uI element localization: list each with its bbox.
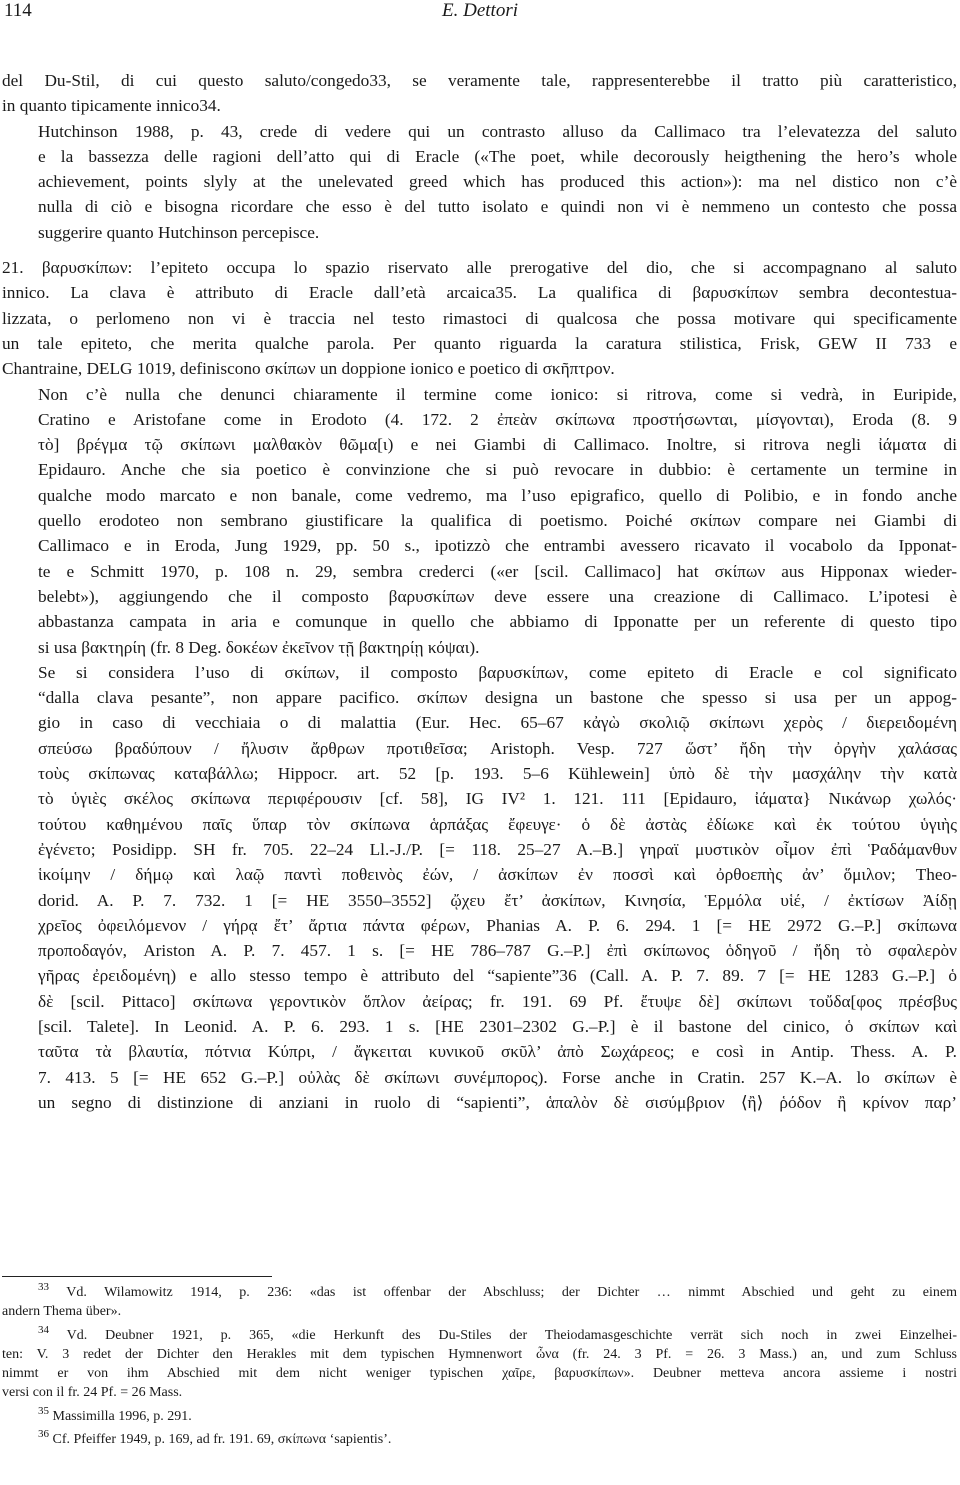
- running-header: [0, 0, 960, 24]
- text-line: χρεῖος ὀφειλόμενον / γήρᾳ ἔτ’ ἄρτια πάντα φέρων, Phanias A. P. 6. 294. 1 [= HE 2972 G.–P.] σκίπωνα: [38, 915, 957, 935]
- footnote-marker: 34: [38, 1323, 49, 1336]
- footnote-line: andern Thema über».: [2, 1304, 122, 1320]
- paragraph-skipon: [2, 660, 957, 1115]
- text-line: Cratino e Aristofane come in Erodoto (4. 172. 2 ἐπεὰν σκίπωνα προστήσωνται, μίσγονται), Eroda (8. 9: [38, 409, 957, 429]
- text-line: qualche modo marcato e non banale, come vedremo, ma l’uso epigrafico, quello di Polibio, e in fondo anche: [38, 485, 957, 505]
- running-head-author: E. Dettori: [442, 0, 518, 21]
- footnote-text: Cf. Pfeiffer 1949, p. 169, ad fr. 191. 69, σκίπωνα ‘sapientis’.: [52, 1432, 392, 1448]
- footnote-marker: 35: [38, 1404, 49, 1417]
- text-line: ἐγένετο; Posidipp. SH fr. 705. 22–24 Ll.-J./P. [= 118. 25–27 A.–B.] γηραϊ μυστικὸν οἶμον ἐπὶ Ῥαδάμανθυν: [38, 839, 957, 859]
- text-line: τὸ ὑγιὲς σκέλος σκίπωνα περιφέρουσιν [cf. 58], IG IV² 1. 121. 111 [Epidauro, ἰάματα} Νικάνωρ χωλός·: [38, 789, 957, 809]
- text-line: τὸ] βρέγμα τῷ σκίπωνι μαλθακὸν θῶμα[ι) e nei Giambi di Callimaco. Inoltre, si ritrova negli ἰάματα di: [38, 435, 957, 455]
- text-line: δὲ [scil. Pittaco] σκίπωνα γεροντικὸν ὅπλον ἀείρας; fr. 191. 69 Pf. ἔτυψε δὲ] σκίπωνι τοὔδα[φος πρέσβυς: [38, 991, 957, 1011]
- text-line: Chantraine, DELG 1019, definiscono σκίπων un doppione ionico e poetico di σκῆπτρον.: [2, 359, 615, 379]
- footnote-33: [2, 1283, 957, 1322]
- text-line: Epidauro. Anche che sia poetico è convinzione che si può revocare in dubbio: è certamente un termine in: [38, 460, 957, 480]
- text-line: in quanto tipicamente innico34.: [2, 96, 221, 116]
- footnote-34: [2, 1323, 957, 1403]
- footnote-marker: 36: [38, 1428, 49, 1441]
- text-line: Se si considera l’uso di σκίπων, il composto βαρυσκίπων, come epiteto di Eracle e col significato: [38, 662, 957, 682]
- paragraph-ionic: [2, 382, 957, 660]
- page-number: 114: [4, 0, 32, 21]
- text-line: 21. βαρυσκίπων: l’epiteto occupa lo spazio riservato alle prerogative del dio, che si accompagnano al saluto: [2, 258, 957, 278]
- footnote-line: versi con il fr. 24 Pf. = 26 Mass.: [2, 1385, 183, 1401]
- footnote-marker: 33: [38, 1281, 49, 1293]
- text-line: τοὺς σκίπωνας καταβάλλω; Hippocr. art. 52 [p. 193. 5–6 Kühlewein] ὑπὸ δὲ τὴν μασχάλην τὴν κατὰ: [38, 764, 957, 784]
- text-line: innico. La clava è attributo di Eracle dall’età arcaica35. La qualifica di βαρυσκίπων sembra decontestua-: [2, 283, 957, 303]
- footnote-line: [2, 1323, 957, 1345]
- footnote-text: Vd. Deubner 1921, p. 365, «die Herkunft des Du-Stiles der Theiodamasgeschichte verrät sich noch in zwei Einzelhei-: [66, 1327, 957, 1343]
- paragraph-hutchinson: [2, 119, 957, 245]
- text-line: ἱκοίμην / δήμῳ καὶ λαῷ παντὶ ποθεινὸς ἐών, / ἀσκίπων ἐν ποσσὶ καὶ ὀρθοεπὴς ἀν’ ὅμιλον; Theo-: [38, 865, 957, 885]
- text-line: σπεύσω βραδύπουν / ἤλυσιν ἄρθρων προτιθεῖσα; Aristoph. Vesp. 727 ὥστ’ ἤδη τὴν ὀργὴν χαλάσας: [38, 738, 957, 758]
- text-line: dorid. A. P. 7. 732. 1 [= HE 3550–3552] ᾤχευ ἔτ’ ἀσκίπων, Κινησία, Ἑρμόλα υἱέ, / ἐκτίσων Ἀίδῃ: [38, 890, 957, 910]
- text-line: un segno di distinzione di anziani in ruolo di “sapienti”, ἁπαλὸν δὲ σισύμβριον ⟨ἢ⟩ ῥόδον ἢ κρίνον παρ’: [38, 1092, 957, 1112]
- text-line: del Du-Stil, di cui questo saluto/congedo33, se veramente tale, rappresenterebbe il tratto più caratteristico,: [2, 71, 957, 90]
- text-line: te e Schmitt 1970, p. 108 n. 29, sembra crederci («er [scil. Callimaco] hat σκίπων aus Hipponax wieder-: [38, 561, 957, 581]
- text-line: [scil. Talete]. In Leonid. A. P. 6. 293. 1 s. [HE 2301–2302 G.–P.] è il bastone del cinico, ὁ σκίπων καὶ: [38, 1016, 957, 1036]
- text-line: achievement, points slyly at the unelevated greed which has produced this action»): ma nel distico non c’è: [38, 172, 957, 192]
- footnote-35: [2, 1404, 957, 1426]
- text-line: Callimaco e in Eroda, Jung 1929, pp. 50 s., ipotizzò che entrambi avessero ricavato il vocabolo da Ipponat-: [38, 536, 957, 556]
- text-line: τούτου καθημένου παῖς ὕπαρ τὸν σκίπωνα ἁρπάξας ἔφευγε· ὁ δὲ ἀστὰς ἐδίωκε καὶ ἐκ τούτου ὑγιὴς: [38, 814, 957, 834]
- text-line: si usa βακτηρίη (fr. 8 Deg. δοκέων ἐκεῖνον τῇ βακτηρίῃ κόψαι).: [38, 637, 480, 657]
- text-line: gio in caso di vecchiaia o di malattia (Eur. Hec. 65–67 κἀγὼ σκολιῷ σκίπωνι χερὸς / διερειδομένη: [38, 713, 957, 733]
- text-line: Hutchinson 1988, p. 43, crede di vedere qui un contrasto alluso da Callimaco tra l’elevatezza del saluto: [38, 121, 957, 141]
- footnote-line: [2, 1404, 957, 1426]
- text-line: quello erodoteo non sembrano giustificare la qualifica di poetismo. Poiché σκίπων compare nei Giambi di: [38, 511, 957, 531]
- text-line: abbastanza campata in aria e comunque in quello che abbiamo di Ipponatte per un referente di questo tipo: [38, 612, 957, 632]
- footnote-line: nimmt er von ihm Abschied mit dem nicht weniger typischen χαῖρε, βαρυσκίπων». Deubner metteva ancora assieme i nostri: [2, 1366, 957, 1382]
- text-line: γῆρας ἐρειδομένη) e allo stesso tempo è attributo del “sapiente”36 (Call. A. P. 7. 89. 7 [= HE 1283 G.–P.] ὁ: [38, 966, 957, 986]
- text-line: e la bassezza delle ragioni dell’atto qui di Eracle («The poet, while decorously heigthening the hero’s whole: [38, 146, 957, 166]
- text-line: 7. 413. 5 [= HE 652 G.–P.] οὐλὰς δὲ σκίπωνι συνέμπορος). Forse anche in Cratin. 257 K.–A. lo σκίπων è: [38, 1067, 957, 1087]
- footnote-text: Massimilla 1996, p. 291.: [52, 1408, 192, 1424]
- paragraph-intro: [2, 68, 957, 119]
- text-line: “dalla clava pesante”, non appare pacifico. σκίπων designa un bastone che spesso si usa per un appog-: [38, 688, 957, 708]
- text-line: προποδαγόν, Ariston A. P. 7. 457. 1 s. [= HE 786–787 G.–P.] ἐπὶ σκίπωνος ὁδηγοῦ / ἤδη τὸ σφαλερὸν: [38, 941, 957, 961]
- footnote-line: [2, 1430, 957, 1449]
- footnote-line: ten: V. 3 redet der Dichter den Herakles mit dem typischen Hymnenwort ὦνα (fr. 24. 3 Pf. = 26. 3 Mass.) an, und zum Schluss: [2, 1346, 957, 1362]
- text-line: ταῦτα τὰ βλαυτία, πότνια Κύπρι, / ἄγκειται κυνικοῦ σκῦλ’ ἀπὸ Σωχάρεος; e così in Antip. Thess. A. P.: [38, 1042, 957, 1062]
- footnote-text: Vd. Wilamowitz 1914, p. 236: «das ist offenbar der Abschluss; der Dichter … nimmt Abschied und geht zu einem: [66, 1285, 958, 1300]
- paragraph-verse-21: [2, 255, 957, 381]
- text-line: un tale epiteto, che merita qualche parola. Per quanto riguarda la caratura stilistica, Frisk, GEW II 733 e: [2, 333, 957, 353]
- text-line: suggerire quanto Hutchinson percepisce.: [38, 222, 320, 242]
- footnotes: [2, 1283, 957, 1449]
- main-text: [2, 68, 957, 1115]
- text-line: nulla di ciò e bisogna ricordare che esso è del tutto isolato e quindi non vi è nemmeno un contesto che possa: [38, 197, 957, 217]
- text-line: lizzata, o perlomeno non vi è traccia nel testo rimastoci di qualcosa che possa motivare qui specificamente: [2, 308, 957, 328]
- footnote-line: [2, 1283, 957, 1302]
- text-line: belebt»), aggiungendo che il composto βαρυσκίπων deve essere una creazione di Callimaco. L’ipotesi è: [38, 586, 957, 606]
- footnote-separator: [2, 1276, 272, 1277]
- text-line: Non c’è nulla che denunci chiaramente il termine come ionico: si ritrova, come si vedrà, in Euripide,: [38, 384, 957, 404]
- footnote-36: [2, 1430, 957, 1449]
